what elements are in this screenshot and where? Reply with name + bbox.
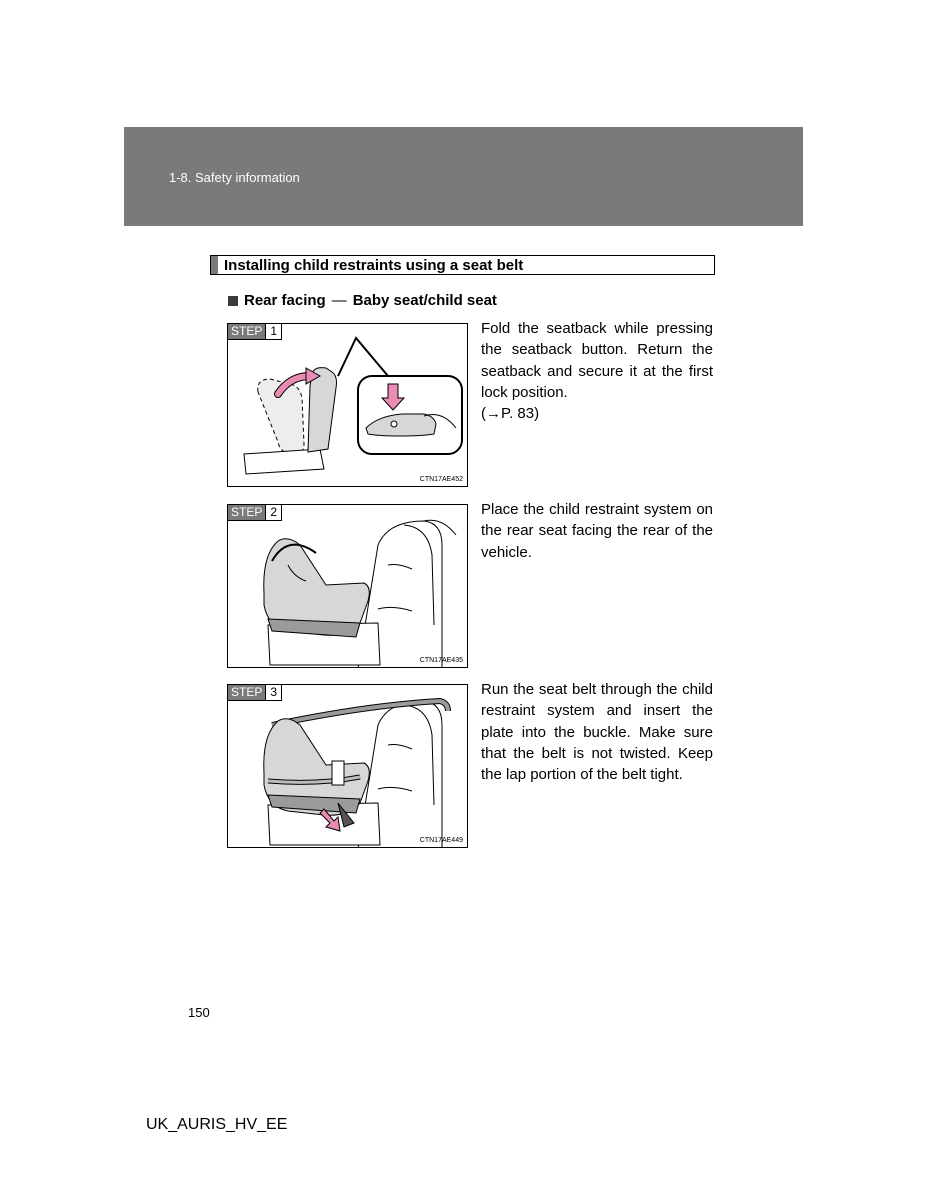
step-number: 3 xyxy=(265,685,281,700)
step-1-instruction: Fold the seatback while pressing the seatback button. Return the seatback and secure it at the first lock position. xyxy=(481,320,713,401)
step-number: 2 xyxy=(265,505,281,520)
seat-belt-routing-illustration xyxy=(228,685,468,848)
step-1-figure xyxy=(227,323,468,487)
step-2-text xyxy=(481,499,713,563)
heading-bar xyxy=(211,256,218,274)
page-reference: (→P. 83) xyxy=(481,405,540,423)
sub-heading-dash: — xyxy=(331,292,347,309)
seatback-fold-illustration xyxy=(228,324,468,487)
step-2-instruction: Place the child restraint system on the rear seat facing the rear of the vehicle. xyxy=(481,501,713,561)
step-number: 1 xyxy=(265,324,281,339)
child-seat-placement-illustration xyxy=(228,505,468,668)
step-3-figure xyxy=(227,684,468,848)
section-heading xyxy=(210,255,715,275)
heading-text: Installing child restraints using a seat belt xyxy=(224,257,524,274)
sub-heading-rear-facing: Rear facing xyxy=(244,292,326,309)
step-label: STEP xyxy=(228,505,265,520)
header-band xyxy=(124,127,803,226)
figure-code: CTN17AE435 xyxy=(419,657,463,664)
step-label: STEP xyxy=(228,685,265,700)
square-bullet-icon xyxy=(228,296,238,306)
sub-heading xyxy=(228,292,497,309)
step-3-instruction: Run the seat belt through the child restraint system and insert the plate into the buckle. Make sure that the belt is not twisted. Keep the lap portion of the belt tight. xyxy=(481,681,713,784)
step-1-badge xyxy=(228,324,282,340)
section-label: 1-8. Safety information xyxy=(169,170,300,185)
step-1-text xyxy=(481,318,713,424)
step-3-badge xyxy=(228,685,282,701)
document-code: UK_AURIS_HV_EE xyxy=(146,1116,288,1133)
sub-heading-baby-seat: Baby seat/child seat xyxy=(352,292,497,309)
figure-code: CTN17AE452 xyxy=(419,476,463,483)
step-2-figure xyxy=(227,504,468,668)
page-number: 150 xyxy=(188,1005,210,1020)
figure-code: CTN17AE449 xyxy=(419,837,463,844)
step-2-badge xyxy=(228,505,282,521)
step-label: STEP xyxy=(228,324,265,339)
step-3-text xyxy=(481,679,713,785)
